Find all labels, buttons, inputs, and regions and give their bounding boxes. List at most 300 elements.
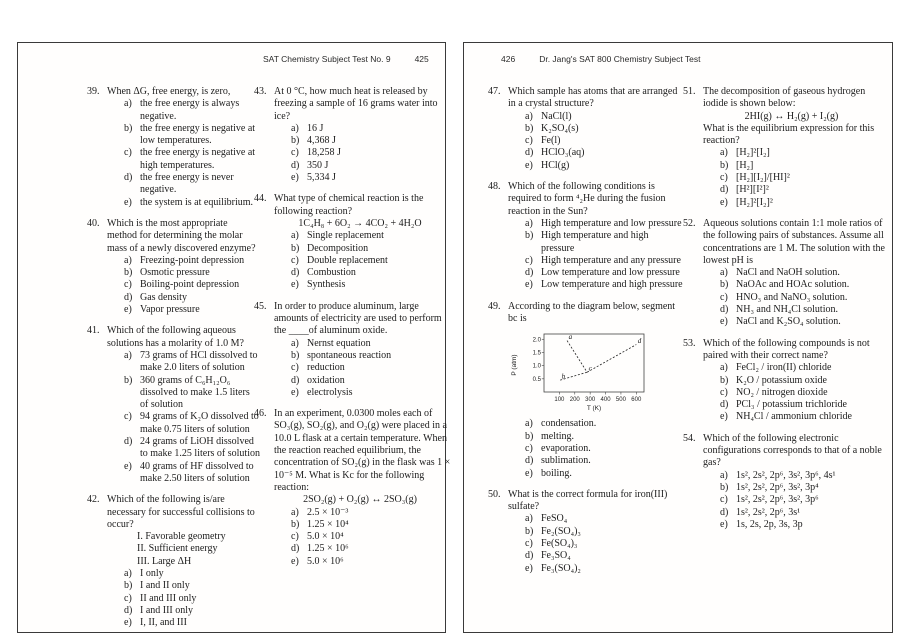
question-number: 54.	[683, 432, 696, 444]
question-number: 46.	[254, 408, 267, 420]
answer-option	[703, 387, 886, 399]
option-text: 360 grams of C₆H₁₂O₆ dissolved to make 1.5 liters of solution	[140, 374, 250, 411]
answer-option	[703, 304, 886, 316]
point-label-a: a	[568, 333, 573, 342]
option-letter: a)	[525, 217, 533, 229]
x-tick-label: 100	[554, 397, 565, 404]
y-tick-label: 2.0	[532, 337, 541, 344]
point-label-c: c	[588, 365, 592, 374]
question	[488, 86, 683, 172]
answer-option	[274, 531, 452, 543]
question-body	[508, 301, 683, 480]
question-body	[107, 325, 260, 485]
option-text: 1s², 2s², 2p⁶, 3s², 3p⁶	[736, 494, 819, 506]
option-text: 24 grams of LiOH dissolved to make 1.25 liters of solution	[140, 436, 260, 460]
option-letter: b)	[720, 159, 729, 171]
roman-numeral-item: III. Large ΔH	[137, 555, 192, 567]
question-number: 48.	[488, 181, 501, 193]
question	[683, 433, 886, 531]
option-letter: d)	[525, 267, 534, 279]
option-text: Synthesis	[307, 279, 346, 291]
option-text: the system is at equilibrium.	[140, 196, 254, 208]
option-text: NaCl and NaOH solution.	[736, 267, 840, 279]
question-stem: Which of the following is/are necessary for successful collisions to occur?	[107, 494, 255, 530]
answer-option	[508, 267, 683, 279]
answer-option	[274, 267, 452, 279]
option-text: 73 grams of HCl dissolved to make 2.0 liters of solution	[140, 349, 258, 374]
question-number: 44.	[254, 193, 267, 205]
answer-option	[107, 605, 260, 617]
answer-option	[274, 135, 452, 147]
option-letter: e)	[124, 460, 132, 472]
answer-option	[508, 255, 683, 267]
option-text: NO₂ / nitrogen dioxide	[736, 386, 828, 398]
option-text: 1s², 2s², 2p⁶, 3s², 3p⁴	[736, 481, 819, 493]
page-425	[17, 42, 451, 633]
question-body	[274, 301, 452, 399]
y-tick-label: 1.0	[532, 363, 541, 370]
option-letter: b)	[291, 135, 300, 147]
question-stem: What type of chemical reaction is the following reaction?	[274, 193, 424, 217]
curve-segment-cd	[587, 345, 636, 373]
answer-option	[703, 316, 886, 328]
option-letter: a)	[525, 110, 533, 122]
question-stem: Which of the following conditions is required to form ⁴₂He during the fusion reaction in the Sun?	[508, 181, 666, 217]
answer-option	[107, 267, 260, 279]
answer-option	[107, 593, 260, 605]
answer-option	[274, 556, 452, 568]
option-text: I and II only	[140, 580, 190, 592]
question-body	[703, 218, 886, 329]
option-text: [H₂][I₂]/[HI]²	[736, 172, 790, 184]
option-letter: c)	[720, 386, 728, 398]
option-text: Gas density	[140, 291, 187, 303]
option-text: NaCl and K₂SO₄ solution.	[736, 316, 841, 328]
question-body	[107, 86, 260, 209]
option-letter: c)	[291, 362, 299, 374]
option-letter: c)	[525, 254, 533, 266]
option-text: Low temperature and high pressure	[541, 279, 683, 291]
option-text: FeSO₄	[541, 513, 568, 525]
option-letter: a)	[525, 418, 533, 430]
question-body	[508, 181, 683, 292]
running-header-right	[501, 54, 701, 64]
roman-numeral-item: I. Favorable geometry	[137, 531, 226, 543]
question-number: 39.	[87, 86, 100, 97]
answer-option	[508, 160, 683, 172]
curve-segment-ac	[567, 341, 587, 373]
question-number: 45.	[254, 300, 267, 312]
right-page-column-2	[683, 86, 886, 540]
option-letter: c)	[124, 411, 132, 423]
option-text: boiling.	[541, 467, 572, 479]
option-text: oxidation	[307, 374, 345, 386]
option-text: electrolysis	[307, 386, 353, 398]
option-text: 94 grams of K₂O dissolved to make 0.75 liters of solution	[140, 411, 259, 435]
question-stem: The decomposition of gaseous hydrogen iodide is shown below:	[703, 86, 866, 110]
option-text: 18,258 J	[307, 147, 341, 159]
option-letter: b)	[720, 374, 729, 386]
option-text: evaporation.	[541, 442, 591, 454]
option-text: Combustion	[307, 267, 356, 279]
question-stem: At 0 °C, how much heat is released by freezing a sample of 16 grams water into ice?	[274, 86, 438, 122]
question-body	[107, 494, 260, 629]
option-text: Fe₂(SO₄)₃	[541, 525, 581, 537]
option-text: the free energy is negative at low temperatures.	[140, 122, 256, 147]
page-number: 425	[414, 54, 429, 64]
option-letter: b)	[291, 518, 300, 530]
answer-option	[703, 482, 886, 494]
answer-option	[508, 230, 683, 255]
question-stem: According to the diagram below, segment bc is	[508, 300, 676, 325]
question-stem: What is the correct formula for iron(III) sulfate?	[508, 488, 668, 513]
question	[683, 338, 886, 424]
option-text: Vapor pressure	[140, 304, 200, 316]
answer-option	[508, 550, 683, 562]
option-letter: c)	[291, 531, 299, 543]
question	[254, 86, 452, 184]
answer-option	[703, 494, 886, 506]
option-letter: c)	[124, 147, 132, 159]
question	[683, 218, 886, 329]
x-tick-label: 600	[631, 397, 642, 404]
option-text: the free energy is always negative.	[140, 98, 240, 122]
answer-option	[274, 230, 452, 242]
question-stem: In order to produce aluminum, large amounts of electricity are used to perform the ____of aluminum oxide.	[274, 300, 442, 337]
option-letter: b)	[291, 242, 300, 254]
option-text: 5.0 × 10⁴	[307, 531, 344, 543]
option-text: 1s², 2s², 2p⁶, 3s², 3p⁶, 4s¹	[736, 469, 836, 481]
answer-option	[703, 197, 886, 209]
option-text: K₂O / potassium oxide	[736, 374, 827, 386]
option-letter: d)	[291, 159, 300, 171]
option-text: 40 grams of HF dissolved to make 2.50 liters of solution	[140, 460, 254, 484]
answer-option	[508, 135, 683, 147]
option-text: Osmotic pressure	[140, 267, 210, 279]
answer-option	[508, 563, 683, 575]
answer-option	[274, 279, 452, 291]
answer-option	[508, 526, 683, 538]
option-letter: b)	[124, 580, 133, 592]
point-label-d: d	[637, 337, 642, 346]
question	[87, 494, 260, 629]
x-tick-label: 400	[600, 397, 611, 404]
question-stem: Which of the following aqueous solutions has a molarity of 1.0 M?	[107, 325, 244, 349]
answer-option	[508, 418, 683, 430]
option-letter: e)	[291, 172, 299, 184]
option-text: High temperature and any pressure	[541, 254, 681, 266]
option-text: NaCl(l)	[541, 110, 572, 122]
option-letter: e)	[291, 555, 299, 567]
question-number: 53.	[683, 337, 696, 349]
question	[87, 86, 260, 209]
answer-option	[107, 292, 260, 304]
answer-option	[508, 111, 683, 123]
option-text: I only	[140, 567, 164, 579]
option-letter: a)	[720, 267, 728, 279]
option-text: I, II, and III	[140, 617, 187, 629]
option-letter: d)	[720, 304, 729, 316]
answer-option	[107, 375, 260, 412]
option-letter: c)	[124, 279, 132, 291]
option-text: [H₂]²[I₂]	[736, 147, 770, 159]
option-text: 1s², 2s², 2p⁶, 3s¹	[736, 506, 801, 518]
y-tick-label: 0.5	[532, 377, 541, 384]
answer-option	[703, 470, 886, 482]
option-text: 4,368 J	[307, 135, 336, 147]
option-letter: e)	[720, 196, 728, 208]
phase-diagram	[508, 328, 658, 416]
answer-option	[274, 375, 452, 387]
x-axis-label: T (K)	[586, 405, 602, 413]
option-letter: a)	[291, 122, 299, 134]
option-text: [H₂]	[736, 159, 754, 171]
option-letter: d)	[525, 550, 534, 562]
option-letter: c)	[525, 135, 533, 147]
answer-option	[508, 431, 683, 443]
option-text: II and III only	[140, 592, 197, 604]
option-letter: b)	[525, 230, 534, 242]
plot-frame	[544, 334, 644, 392]
answer-option	[508, 443, 683, 455]
answer-option	[107, 350, 260, 375]
question-stem: Which is the most appropriate method for determining the molar mass of a newly discovered enzyme?	[107, 217, 256, 254]
answer-option	[508, 513, 683, 525]
chemical-equation: 2HI(g) ↔ H₂(g) + I₂(g)	[744, 110, 839, 122]
option-letter: e)	[124, 196, 132, 208]
option-letter: e)	[124, 304, 132, 316]
option-letter: d)	[124, 436, 133, 448]
option-letter: c)	[525, 442, 533, 454]
option-letter: e)	[291, 386, 299, 398]
option-text: 2.5 × 10⁻³	[307, 506, 349, 518]
answer-option	[274, 123, 452, 135]
answer-option	[508, 468, 683, 480]
option-letter: d)	[124, 172, 133, 184]
running-header-title: SAT Chemistry Subject Test No. 9	[263, 54, 391, 64]
option-text: 350 J	[307, 159, 329, 171]
option-letter: c)	[124, 592, 132, 604]
answer-option	[107, 617, 260, 629]
option-letter: b)	[525, 430, 534, 442]
option-letter: c)	[720, 172, 728, 184]
x-tick-label: 200	[569, 397, 580, 404]
option-text: Fe(l)	[541, 135, 561, 147]
question	[87, 218, 260, 316]
option-text: Freezing-point depression	[140, 254, 245, 266]
question	[488, 181, 683, 292]
option-text: melting.	[541, 430, 575, 442]
answer-option	[107, 568, 260, 580]
question-body	[703, 86, 886, 209]
option-letter: a)	[525, 513, 533, 525]
answer-option	[508, 455, 683, 467]
question-number: 52.	[683, 217, 696, 229]
answer-option	[107, 411, 260, 436]
option-letter: d)	[720, 184, 729, 196]
answer-option	[703, 292, 886, 304]
x-tick-label: 500	[615, 397, 626, 404]
question	[488, 489, 683, 575]
option-letter: d)	[720, 506, 729, 518]
option-text: reduction	[307, 362, 345, 374]
option-text: Low temperature and low pressure	[541, 267, 680, 279]
option-letter: d)	[525, 455, 534, 467]
answer-option	[274, 362, 452, 374]
answer-option	[274, 243, 452, 255]
option-letter: b)	[124, 374, 133, 386]
question-body	[274, 408, 452, 568]
answer-option	[508, 123, 683, 135]
option-text: High temperature and high pressure	[541, 230, 649, 254]
answer-option	[703, 375, 886, 387]
option-text: Decomposition	[307, 242, 369, 254]
option-text: 1.25 × 10⁶	[307, 543, 349, 555]
option-text: 1.25 × 10⁴	[307, 518, 349, 530]
option-text: 5.0 × 10⁶	[307, 555, 344, 567]
option-text: 16 J	[307, 122, 324, 134]
option-text: Fe₃(SO₄)₂	[541, 562, 581, 574]
chemical-equation: 1C₄H₈ + 6O₂ → 4CO₂ + 4H₂O	[298, 217, 422, 229]
x-tick-label: 300	[585, 397, 596, 404]
option-text: spontaneous reaction	[307, 349, 392, 361]
answer-option	[107, 172, 260, 197]
question-number: 42.	[87, 494, 100, 506]
option-text: 1s, 2s, 2p, 3s, 3p	[736, 518, 803, 530]
option-text: High temperature and low pressure	[541, 217, 682, 229]
question	[254, 408, 452, 568]
question-body	[107, 218, 260, 316]
option-letter: d)	[720, 399, 729, 411]
left-page-column-1	[87, 86, 260, 638]
option-letter: c)	[720, 291, 728, 303]
option-letter: b)	[525, 122, 534, 134]
answer-option	[703, 507, 886, 519]
option-letter: a)	[124, 349, 132, 361]
question-body	[703, 338, 886, 424]
option-text: condensation.	[541, 418, 597, 430]
option-letter: b)	[124, 267, 133, 279]
y-tick-label: 1.5	[532, 350, 541, 357]
running-header-title: Dr. Jang's SAT 800 Chemistry Subject Test	[539, 54, 701, 64]
answer-option	[703, 411, 886, 423]
answer-option	[107, 197, 260, 209]
answer-option	[703, 147, 886, 159]
option-letter: b)	[720, 481, 729, 493]
option-text: Nernst equation	[307, 337, 371, 349]
question-stem: Which of the following compounds is not paired with their correct name?	[703, 337, 870, 361]
question-body	[703, 433, 886, 531]
option-text: [H²][I²]²	[736, 184, 769, 196]
option-letter: e)	[525, 279, 533, 291]
option-letter: c)	[291, 254, 299, 266]
answer-option	[274, 338, 452, 350]
question-number: 41.	[87, 325, 100, 337]
question-body	[508, 489, 683, 575]
answer-option	[274, 147, 452, 159]
option-letter: c)	[291, 147, 299, 159]
option-letter: c)	[720, 494, 728, 506]
option-letter: d)	[291, 374, 300, 386]
question-number: 43.	[254, 86, 267, 97]
option-letter: a)	[124, 98, 132, 110]
question-number: 51.	[683, 86, 696, 97]
answer-option	[107, 255, 260, 267]
answer-option	[274, 255, 452, 267]
answer-option	[107, 580, 260, 592]
option-text: [H₂]²[I₂]²	[736, 196, 773, 208]
answer-option	[107, 98, 260, 123]
answer-option	[274, 172, 452, 184]
option-text: HCl(g)	[541, 159, 570, 171]
option-text: I and III only	[140, 604, 194, 616]
answer-option	[107, 123, 260, 148]
option-letter: a)	[291, 337, 299, 349]
option-text: HNO₃ and NaNO₃ solution.	[736, 291, 848, 303]
option-letter: e)	[525, 467, 533, 479]
option-letter: d)	[291, 267, 300, 279]
option-text: sublimation.	[541, 455, 591, 467]
question	[683, 86, 886, 209]
option-letter: e)	[525, 159, 533, 171]
chemical-equation: 2SO₂(g) + O₂(g) ↔ 2SO₃(g)	[303, 494, 417, 506]
answer-option	[703, 279, 886, 291]
option-letter: d)	[124, 604, 133, 616]
option-text: Boiling-point depression	[140, 279, 240, 291]
question-number: 40.	[87, 217, 100, 229]
y-axis-label: P (atm)	[511, 354, 518, 376]
answer-option	[703, 267, 886, 279]
answer-option	[508, 538, 683, 550]
option-letter: e)	[291, 279, 299, 291]
option-text: FeCl₂ / iron(II) chloride	[736, 362, 832, 374]
option-text: Fe₃SO₄	[541, 550, 571, 562]
option-text: HClO₃(aq)	[541, 147, 585, 159]
answer-option	[508, 147, 683, 159]
option-letter: b)	[720, 279, 729, 291]
option-letter: b)	[525, 525, 534, 537]
option-letter: a)	[720, 147, 728, 159]
answer-option	[703, 399, 886, 411]
answer-option	[274, 350, 452, 362]
option-text: the free energy is never negative.	[140, 172, 234, 196]
question-stem-continued: What is the equilibrium expression for this reaction?	[703, 122, 875, 147]
page-426	[463, 42, 893, 633]
answer-option	[107, 461, 260, 486]
answer-option	[703, 172, 886, 184]
answer-option	[274, 507, 452, 519]
answer-option	[703, 362, 886, 374]
answer-option	[703, 160, 886, 172]
question	[254, 193, 452, 291]
option-letter: b)	[291, 349, 300, 361]
answer-option	[274, 160, 452, 172]
option-letter: d)	[291, 543, 300, 555]
question-body	[274, 86, 452, 184]
option-letter: d)	[525, 147, 534, 159]
question-stem: In an experiment, 0.0300 moles each of SO₃(g), SO₂(g), and O₂(g) were placed in a 10.0 L flask at a certain temperature. When the reaction reached equilibrium, the concentration of SO₂(g) in the flask was 1 × 10⁻⁵ M. What is Kc for the following reaction:	[274, 408, 451, 493]
option-letter: a)	[720, 362, 728, 374]
question-body	[274, 193, 452, 291]
option-letter: c)	[525, 538, 533, 550]
option-letter: e)	[124, 617, 132, 629]
option-text: NaOAc and HOAc solution.	[736, 279, 850, 291]
answer-option	[107, 436, 260, 461]
option-letter: a)	[124, 254, 132, 266]
right-page-column-1	[488, 86, 683, 584]
option-text: 5,334 J	[307, 172, 336, 184]
question	[87, 325, 260, 485]
